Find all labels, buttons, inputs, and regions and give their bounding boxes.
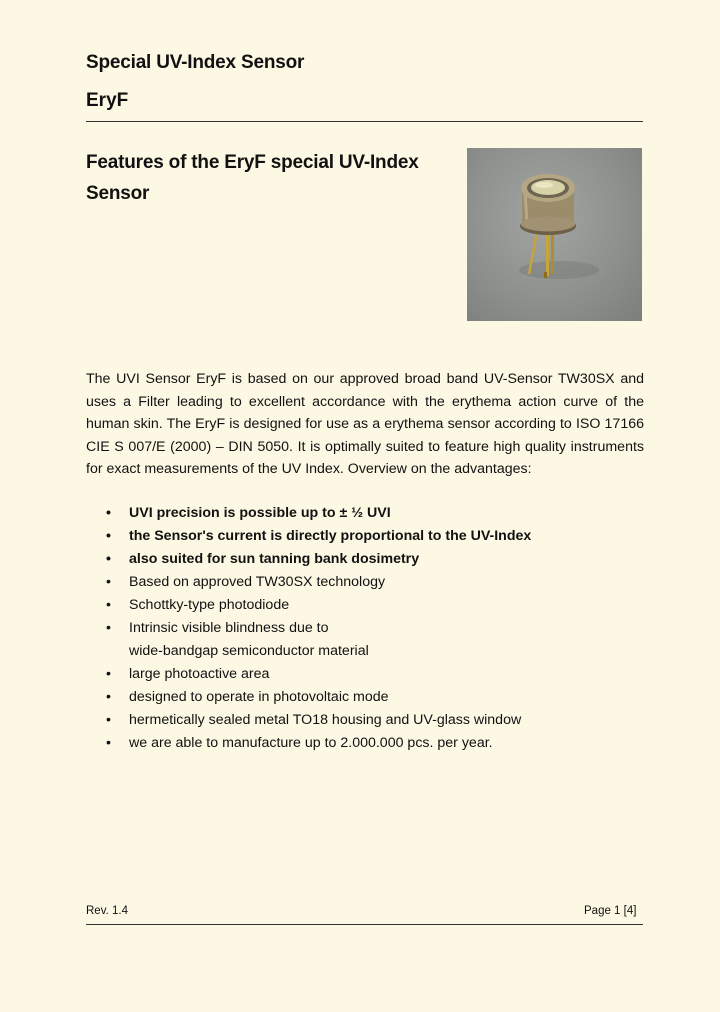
- list-item: [86, 502, 646, 525]
- list-item-text: we are able to manufacture up to 2.000.000 pcs. per year.: [129, 734, 493, 751]
- bullet-icon: •: [106, 551, 111, 567]
- list-item: [86, 594, 646, 617]
- bullet-icon: •: [106, 688, 111, 705]
- list-item: [86, 617, 646, 662]
- document-title: Special UV-Index Sensor: [86, 52, 305, 73]
- bullet-icon: •: [106, 665, 111, 682]
- footer-divider: [86, 924, 643, 925]
- revision-label: Rev. 1.4: [86, 905, 128, 917]
- document-subtitle: EryF: [86, 90, 129, 111]
- list-item-text-continued: wide-bandgap semiconductor material: [129, 642, 369, 659]
- list-item-text: hermetically sealed metal TO18 housing and UV-glass window: [129, 711, 522, 728]
- section-heading: Features of the EryF special UV-Index Sensor: [86, 152, 419, 204]
- list-item: [86, 548, 646, 571]
- list-item: [86, 709, 646, 732]
- list-item-text: the Sensor's current is directly proportional to the UV-Index: [129, 528, 532, 544]
- sensor-image: [467, 148, 642, 321]
- bullet-icon: •: [106, 528, 111, 544]
- list-item-text: UVI precision is possible up to ± ½ UVI: [129, 505, 391, 521]
- list-item-text: also suited for sun tanning bank dosimetry: [129, 551, 420, 567]
- bullet-icon: •: [106, 734, 111, 751]
- intro-paragraph: The UVI Sensor EryF is based on our approved broad band UV-Sensor TW30SX and uses a Filter leading to excellent accordance with the erythema action curve of the human skin. The EryF is designed for use as a erythema sensor according to ISO 17166 CIE S 007/E (2000) – DIN 5050. It is optimally suited to feature high quality instruments for exact measurements of the UV Index. Overview on the advantages:: [86, 371, 644, 477]
- list-item: [86, 686, 646, 709]
- list-item-text: designed to operate in photovoltaic mode: [129, 688, 389, 705]
- bullet-icon: •: [106, 597, 111, 613]
- page-number: Page 1 [4]: [584, 905, 637, 917]
- list-item-text: large photoactive area: [129, 665, 270, 682]
- bullet-icon: •: [106, 711, 111, 728]
- bullet-icon: •: [106, 620, 111, 636]
- list-item-text: Based on approved TW30SX technology: [129, 574, 386, 590]
- bullet-icon: •: [106, 574, 111, 590]
- list-item: [86, 663, 646, 686]
- list-item-text: Schottky-type photodiode: [129, 597, 290, 613]
- list-item: [86, 571, 646, 594]
- advantages-list: [86, 502, 646, 755]
- list-item: [86, 525, 646, 548]
- list-item: [86, 732, 646, 755]
- header-divider: [86, 121, 643, 122]
- bullet-icon: •: [106, 505, 111, 521]
- sensor-photo: [467, 148, 642, 321]
- list-item-text: Intrinsic visible blindness due to: [129, 620, 329, 636]
